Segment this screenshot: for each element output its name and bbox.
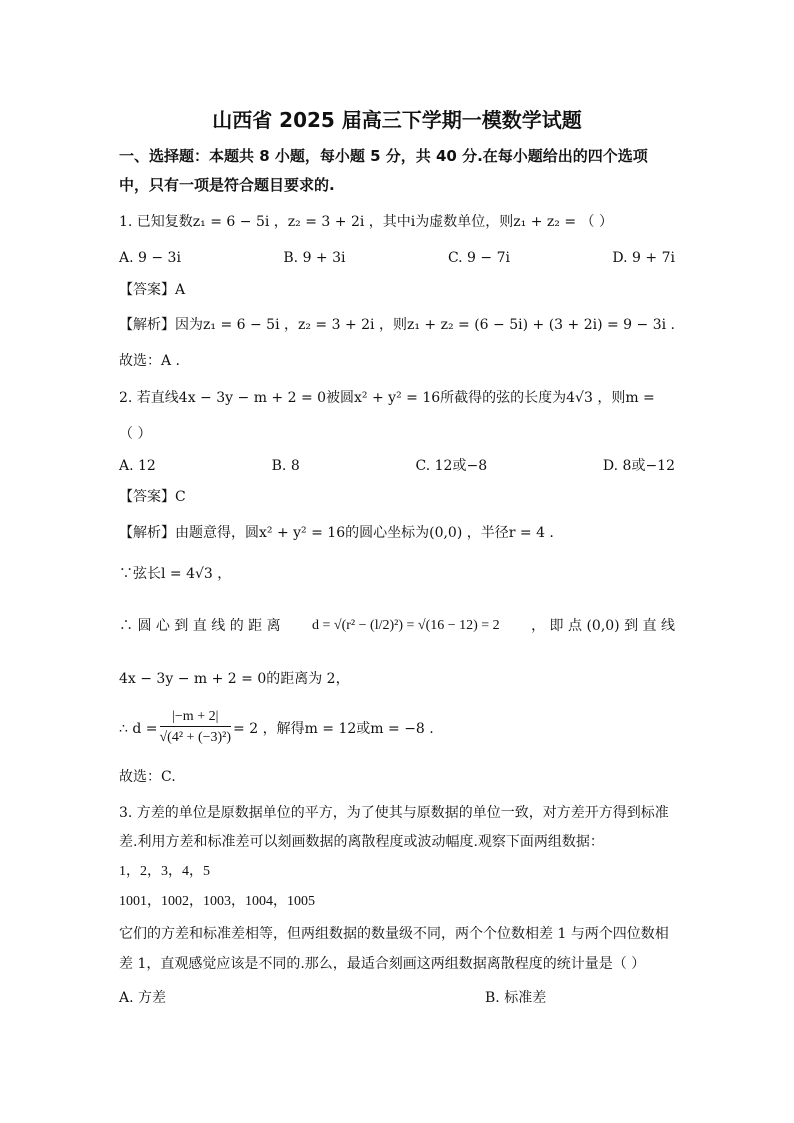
q3-line-3: 它们的方差和标准差相等，但两组数据的数量级不同，两个个位数相差 1 与两个四位数相: [119, 926, 669, 942]
q3-data-2: 1001，1002，1003，1004，1005: [119, 894, 315, 909]
q3-option-a: A. 方差: [119, 990, 167, 1006]
q2-conclusion: 故选：C.: [119, 769, 176, 785]
q2-fraction: [160, 708, 232, 749]
q2-analysis-3-left: ∴ 圆 心 到 直 线 的 距 离: [119, 618, 281, 634]
q2-fraction-denominator: √(4² + (−3)²): [159, 730, 232, 745]
q2-analysis-5-pre: ∴ d =: [119, 720, 158, 737]
q1-option-c: C. 9 − 7i: [447, 250, 510, 266]
q2-analysis-3: [119, 616, 675, 636]
q3-line-4: 差 1，直观感觉应该是不同的.那么，最适合刻画这两组数据离散程度的统计量是（ ）: [119, 956, 646, 972]
q2-distance-formula: d = √(r² − (l/2)²) = √(16 − 12) = 2: [312, 618, 500, 633]
section-heading-line2: 中，只有一项是符合题目要求的.: [119, 176, 335, 194]
q3-option-b: B. 标准差: [485, 990, 547, 1006]
q2-option-a: A. 12: [119, 458, 156, 474]
q1-option-d: D. 9 + 7i: [612, 250, 675, 266]
q1-analysis: 【解析】因为z₁ = 6 − 5i ，z₂ = 3 + 2i ，则z₁ + z₂ = (6 − 5i) + (3 + 2i) = 9 − 3i .: [119, 317, 676, 333]
q2-analysis-4: 4x − 3y − m + 2 = 0的距离为 2，: [119, 671, 350, 687]
page-title: 山西省 2025 届高三下学期一模数学试题: [212, 108, 582, 132]
q1-option-a: A. 9 − 3i: [119, 250, 181, 266]
q2-fraction-numerator: |−m + 2|: [160, 708, 232, 727]
q1-option-b: B. 9 + 3i: [283, 250, 346, 266]
q1-stem: 1. 已知复数z₁ = 6 − 5i ，z₂ = 3 + 2i ，其中i为虚数单位，则z₁ + z₂ = （ ）: [119, 214, 613, 230]
section-heading-line1: 一、选择题：本题共 8 小题，每小题 5 分，共 40 分.在每小题给出的四个选项: [119, 147, 648, 165]
q2-analysis-3-right: ， 即 点 (0,0) 到 直 线: [531, 618, 675, 634]
q2-analysis-5: [119, 708, 434, 749]
q2-option-b: B. 8: [271, 458, 300, 474]
q1-answer: 【答案】A: [119, 282, 186, 298]
q3-line-2: 差.利用方差和标准差可以刻画数据的离散程度或波动幅度.观察下面两组数据：: [119, 834, 604, 850]
q3-line-1: 3. 方差的单位是原数据单位的平方，为了使其与原数据的单位一致，对方差开方得到标准: [119, 805, 669, 821]
q2-analysis-1: 【解析】由题意得，圆x² + y² = 16的圆心坐标为(0,0) ，半径r = 4 .: [119, 525, 554, 541]
q3-data-1: 1，2，3，4，5: [119, 864, 210, 879]
q2-answer: 【答案】C: [119, 489, 186, 505]
q2-stem-paren: （ ）: [119, 426, 152, 442]
q2-analysis-2: ∵弦长l = 4√3 ，: [119, 566, 232, 582]
q2-options: [119, 456, 675, 476]
q2-analysis-5-post: = 2 ，解得m = 12或m = −8 .: [233, 720, 434, 737]
q1-conclusion: 故选：A .: [119, 353, 181, 369]
q2-option-c: C. 12或−8: [415, 458, 488, 474]
q2-option-d: D. 8或−12: [602, 458, 675, 474]
q2-stem: 2. 若直线4x − 3y − m + 2 = 0被圆x² + y² = 16所截得的弦的长度为4√3 ，则m =: [119, 390, 655, 406]
q1-options: [119, 248, 675, 268]
